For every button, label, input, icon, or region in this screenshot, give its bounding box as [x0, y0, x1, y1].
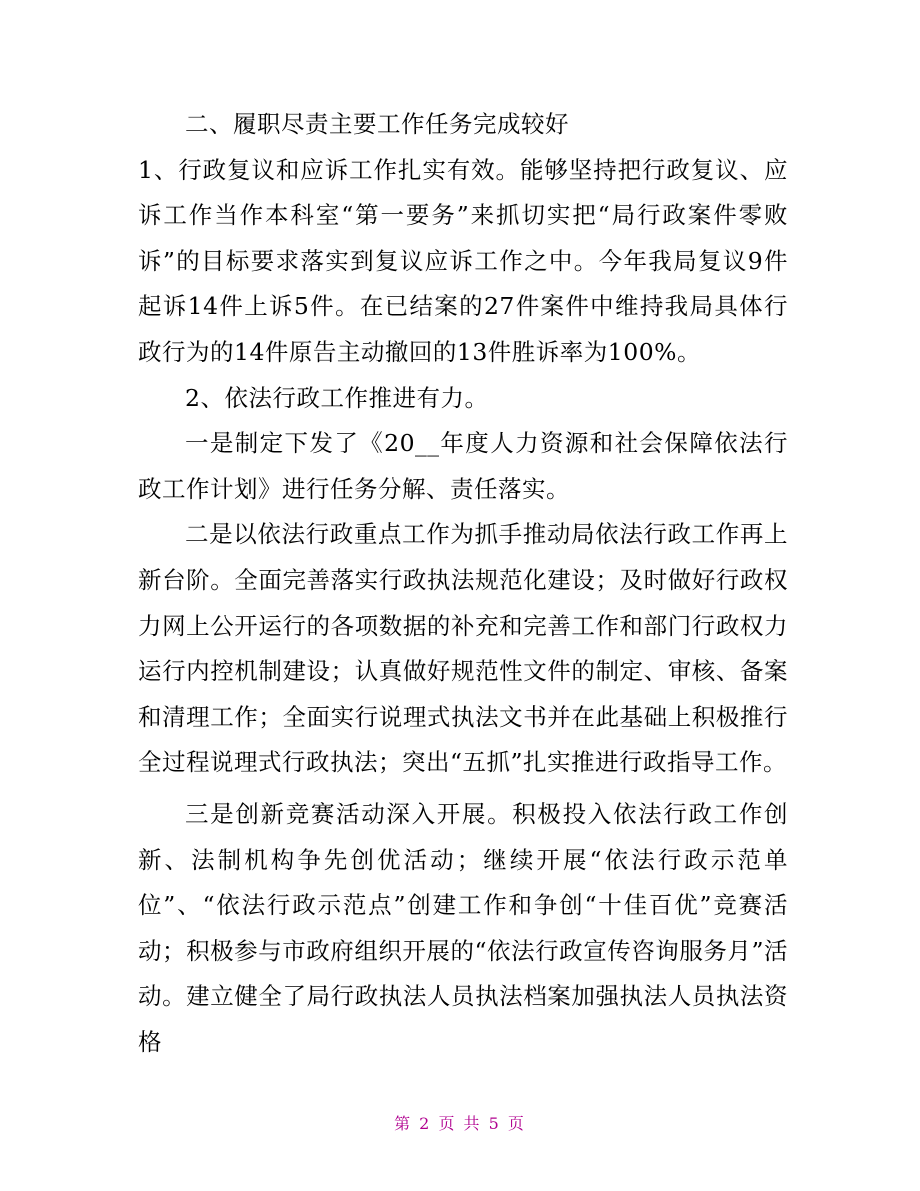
section-heading: 二、履职尽责主要工作任务完成较好 — [185, 110, 569, 138]
paragraph-point-three: 三是创新竞赛活动深入开展。积极投入依法行政工作创新、法制机构争先创优活动；继续开展“依法行政示范单位”、“依法行政示范点”创建工作和争创“十佳百优”竞赛活动；积极参与市政府组织开展的“依法行政宣传咨询服务月”活动。建立健全了局行政执法人员执法档案加强执法人员执法资格 — [138, 799, 788, 1056]
document-body — [138, 102, 788, 1065]
paragraph-point-two: 二是以依法行政重点工作为抓手推动局依法行政工作再上新台阶。全面完善落实行政执法规范化建设；及时做好行政权力网上公开运行的各项数据的补充和完善工作和部门行政权力运行内控机制建设；认真做好规范性文件的制定、审核、备案和清理工作；全面实行说理式执法文书并在此基础上积极推行全过程说理式行政执法；突出“五抓”扎实推进行政指导工作。 — [138, 520, 788, 777]
paragraph-admin-review: 1、行政复议和应诉工作扎实有效。能够坚持把行政复议、应诉工作当作本科室“第一要务”来抓切实把“局行政案件零败诉”的目标要求落实到复议应诉工作之中。今年我局复议9件起诉14件上诉5件。在已结案的27件案件中维持我局具体行政行为的14件原告主动撤回的13件胜诉率为100%。 — [138, 155, 788, 366]
page-number-footer: 第 2 页 共 5 页 — [394, 1114, 526, 1133]
paragraph-point-one: 一是制定下发了《20__年度人力资源和社会保障依法行政工作计划》进行任务分解、责任落实。 — [138, 429, 788, 503]
paragraph-law-enforcement: 2、依法行政工作推进有力。 — [185, 383, 489, 412]
